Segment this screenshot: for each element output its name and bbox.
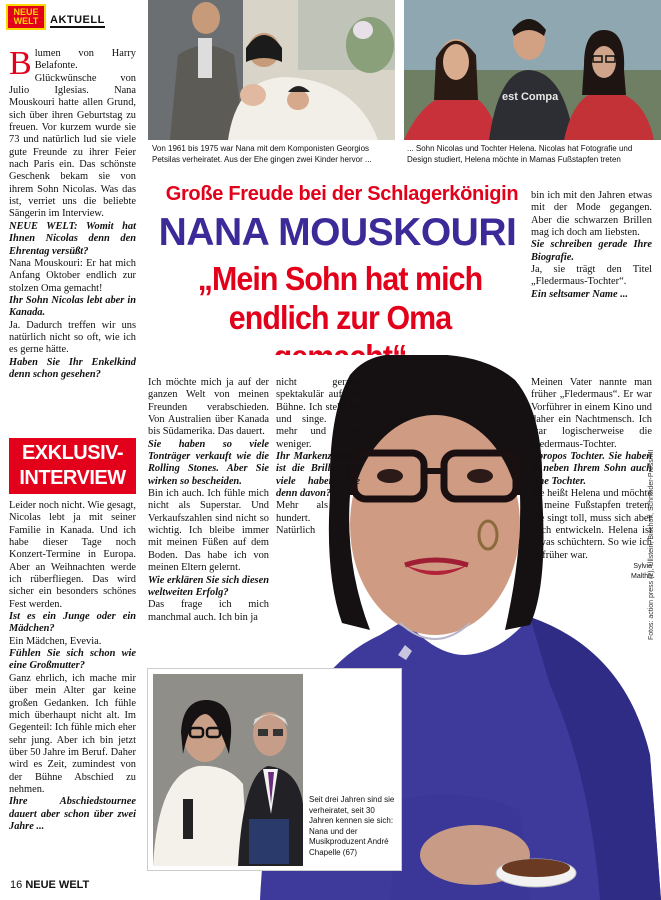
section-rubric: AKTUELL [50,14,105,26]
logo-line-2: WELT [13,16,39,26]
column-1-bottom [9,500,136,833]
question: Ist es ein Junge oder ein Mädchen? [9,611,136,635]
answer: Meinen Vater nannte man früher „Fledermaus“. Er war Vorführer in einem Kino und daher ein Nachtmensch. Ich war logischerweise die Fledermaus-Tochter. [531,377,652,450]
page-footer [10,879,89,891]
answer: Das frage ich mich manchmal auch. Ich bin ja [148,599,269,623]
answer: bin ich mit den Jahren etwas mit der Mode gegangen. Aber die schwarzen Brillen mag ich doch am liebsten. [531,190,652,239]
caption-top-right: ... Sohn Nicolas und Tochter Helena. Nicolas hat Fotografie und Design studiert, Helena möchte in Mamas Fußstapfen treten [407,144,633,164]
question: Sie schreiben gerade Ihre Biografie. [531,239,652,263]
photo-family-1960s [148,0,395,140]
column-3 [276,377,360,537]
headline-title: NANA MOUSKOURI [158,211,517,254]
answer: Leider noch nicht. Wie gesagt, Nicolas lebt ja mit seiner Familie in Kanada. Und ich habe dieser Tage noch Konzert-Termine in Europa. Aber an Weihnachten werde ich rüberfliegen. Das wird sicher ein besonders schönes Fest werden. [9,500,136,610]
logo-line-1: NEUE [13,7,39,17]
answer: Sie heißt Helena und möchte in meine Fußstapfen treten. Sie singt toll, muss sich aber noch entwickeln. Helena ist etwas schüchtern. So wie ich es früher war. [531,488,652,561]
photo-children-graphic [404,0,661,140]
dropcap: B [9,45,32,82]
question: Apropos Tochter. Sie haben ja neben Ihrem Sohn auch eine Tochter. [531,451,652,487]
inset-caption: Seit drei Jahren sind sie verheiratet, seit 30 Jahren kennen sie sich: Nana und der Musikproduzent André Chapelle (67) [309,795,395,857]
badge-line-2: INTERVIEW [19,467,126,489]
answer: Mehr als hundert. Natürlich [276,500,328,537]
author-signature [531,562,652,582]
answer: Ich möchte mich ja auf der ganzen Welt von meinen Freunden verabschieden. Von Australien über Kanada bis Südamerika. Das dauert. [148,377,269,438]
inset-photo-frame [147,668,402,871]
inset-couple-graphic [153,674,303,866]
quote-line-2: endlich zur Oma [228,299,452,336]
question: Ihr Sohn Nicolas lebt aber in Kanada. [9,294,136,319]
badge-line-1: EXKLUSIV- [21,442,124,464]
author-first: Sylvia [633,563,652,571]
column-2 [148,377,269,624]
exclusive-interview-badge [9,438,136,494]
question: Ihr Markenzeichen ist die Brille. Wie viele haben Sie denn davon? [276,451,360,500]
answer: Ein Mädchen, Evevia. [9,635,102,647]
question: Haben Sie Ihr Enkelkind denn schon gesehen? [9,356,136,380]
answer: Ganz ehrlich, ich mache mir über mein Alter gar keine großen Gedanken. Ich fühle mich überhaupt nicht alt. Im Gegenteil: Ich fühle mich eher sehr jung. Aber ich bin jetzt über 50 Jahre im Beruf. Daher wird es Zeit, zumindest von der Bühne Abschied zu nehmen. [9,672,136,795]
shirt-text: est Compa [502,91,559,103]
magazine-logo [6,4,46,30]
question: Ein seltsamer Name ... [531,288,628,300]
answer: Ja, sie trägt den Titel „Fledermaus-Tochter“. [531,264,652,288]
photo-credit: Fotos: action press (2), Ullstein, Bischoff, Schneider-Press/MI [648,449,655,640]
author-last: Maltha [630,573,652,581]
column-4-bottom [531,377,652,582]
headline-kicker: Große Freude bei der Schlagerkönigin [165,183,519,205]
question: Fühlen Sie sich schon wie eine Großmutter? [9,648,136,672]
caption-top-left: Von 1961 bis 1975 war Nana mit dem Komponisten Georgios Petsilas verheiratet. Aus der Ehe gingen zwei Kinder hervor ... [152,144,372,164]
answer: Nana Mouskouri: Er hat mich Anfang Oktober endlich zur stolzen Oma gemacht! [9,257,136,294]
question: Wie erklären Sie sich diesen weltweiten Erfolg? [148,574,269,598]
question: Ihre Abschiedstournee dauert aber schon über zwei Jahre ... [9,796,136,832]
question: NEUE WELT: Womit hat Ihnen Nicolas denn den Ehrentag versüßt? [9,220,136,257]
answer: nicht gerade spektakulär auf der Bühne. Ich stehe da und singe. Nicht mehr und nicht weniger. [276,377,360,450]
answer: Ja. Dadurch treffen wir uns natürlich nicht so oft, wie ich es gerne hätte. [9,319,136,356]
question: Sie haben so viele Tonträger verkauft wie die Rolling Stones. Aber Sie wirken so bescheiden. [148,438,269,487]
column-1-top [9,45,136,381]
photo-children [404,0,661,140]
answer: Bin ich auch. Ich fühle mich nicht als Superstar. Und Verkaufszahlen sind nicht so wichtig. Ich bleibe immer mit meinen Füßen auf dem Boden. Das habe ich von meinen Eltern gelernt. [148,488,269,574]
column-4-top [531,190,652,301]
page-number: 16 [10,879,23,891]
quote-line-1: „Mein Sohn hat mich [197,260,483,297]
magazine-name: NEUE WELT [25,879,90,891]
photo-family-graphic [148,0,395,140]
intro-text: lumen von Harry Belafonte. Glückwünsche von Julio Iglesias. Nana Mouskouri hatte allen Grund, sich über ihren Geburtstag zu freuen. Vor kurzem wurde sie 73 und natürlich lud sie viele gute Freunde zu ihrer Feier nach Paris ein. Das schönste Geschenk bekam sie von ihrem Sohn Nicolas. Was das ist, verriet uns die beliebte Sängerin im Interview. [9,48,136,220]
